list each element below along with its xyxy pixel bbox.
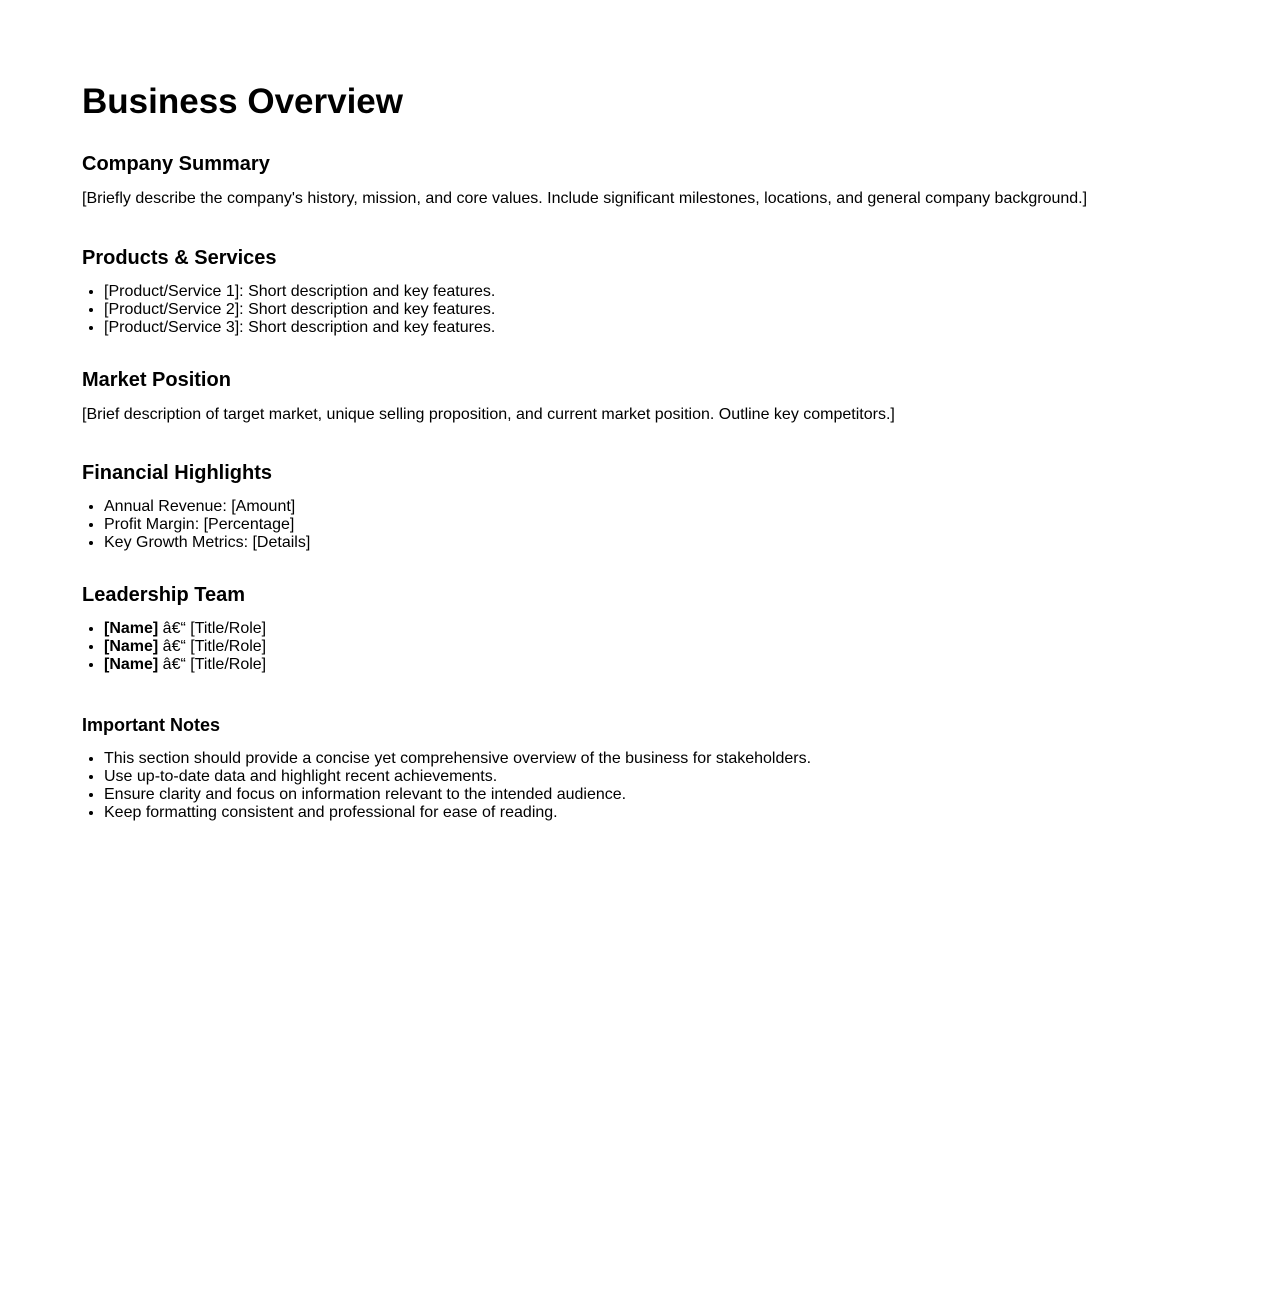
market-position-section <box>82 368 1232 424</box>
list-item <box>104 656 1232 674</box>
list-item: • [Product/Service 3]: Short description and key features. <box>104 319 1232 337</box>
market-position-text: [Brief description of target market, unique selling proposition, and current market position. Outline key competitors.] <box>82 406 895 423</box>
list-item: • Ensure clarity and focus on information relevant to the intended audience. <box>104 786 1232 804</box>
list-item: • Use up-to-date data and highlight recent achievements. <box>104 768 1232 786</box>
important-notes-heading: Important Notes <box>82 715 221 735</box>
list-item: • [Product/Service 2]: Short description and key features. <box>104 301 1232 319</box>
products-services-heading: Products & Services <box>82 247 277 269</box>
page-title: Business Overview <box>82 82 403 121</box>
leadership-team-section <box>82 583 1232 674</box>
list-item: • Profit Margin: [Percentage] <box>104 516 1232 534</box>
list-item: • [Product/Service 1]: Short description and key features. <box>104 283 1232 301</box>
products-services-section <box>82 246 1232 337</box>
list-item <box>104 638 1232 656</box>
leadership-team-list <box>82 620 1232 674</box>
leadership-team-heading: Leadership Team <box>82 584 246 606</box>
financial-highlights-heading: Financial Highlights <box>82 462 273 484</box>
list-item: • This section should provide a concise yet comprehensive overview of the business for stakeholders. <box>104 750 1232 768</box>
important-notes-section <box>82 714 1232 822</box>
member-role: â€“ [Title/Role] <box>158 656 267 673</box>
company-summary-heading: Company Summary <box>82 153 270 175</box>
financial-highlights-section <box>82 461 1232 552</box>
member-role: â€“ [Title/Role] <box>158 638 267 655</box>
company-summary-section <box>82 152 1232 208</box>
financial-highlights-list <box>82 498 1232 552</box>
list-item <box>104 620 1232 638</box>
member-role: â€“ [Title/Role] <box>158 620 267 637</box>
list-item: • Keep formatting consistent and professional for ease of reading. <box>104 804 1232 822</box>
company-summary-text: [Briefly describe the company's history, mission, and core values. Include significant milestones, locations, and general company background.] <box>82 190 1088 207</box>
member-name: [Name] <box>104 638 159 655</box>
important-notes-list <box>82 750 1232 822</box>
member-name: [Name] <box>104 656 159 673</box>
list-item: • Key Growth Metrics: [Details] <box>104 534 1232 552</box>
list-item: • Annual Revenue: [Amount] <box>104 498 1232 516</box>
products-services-list <box>82 283 1232 337</box>
market-position-heading: Market Position <box>82 369 231 391</box>
member-name: [Name] <box>104 620 159 637</box>
